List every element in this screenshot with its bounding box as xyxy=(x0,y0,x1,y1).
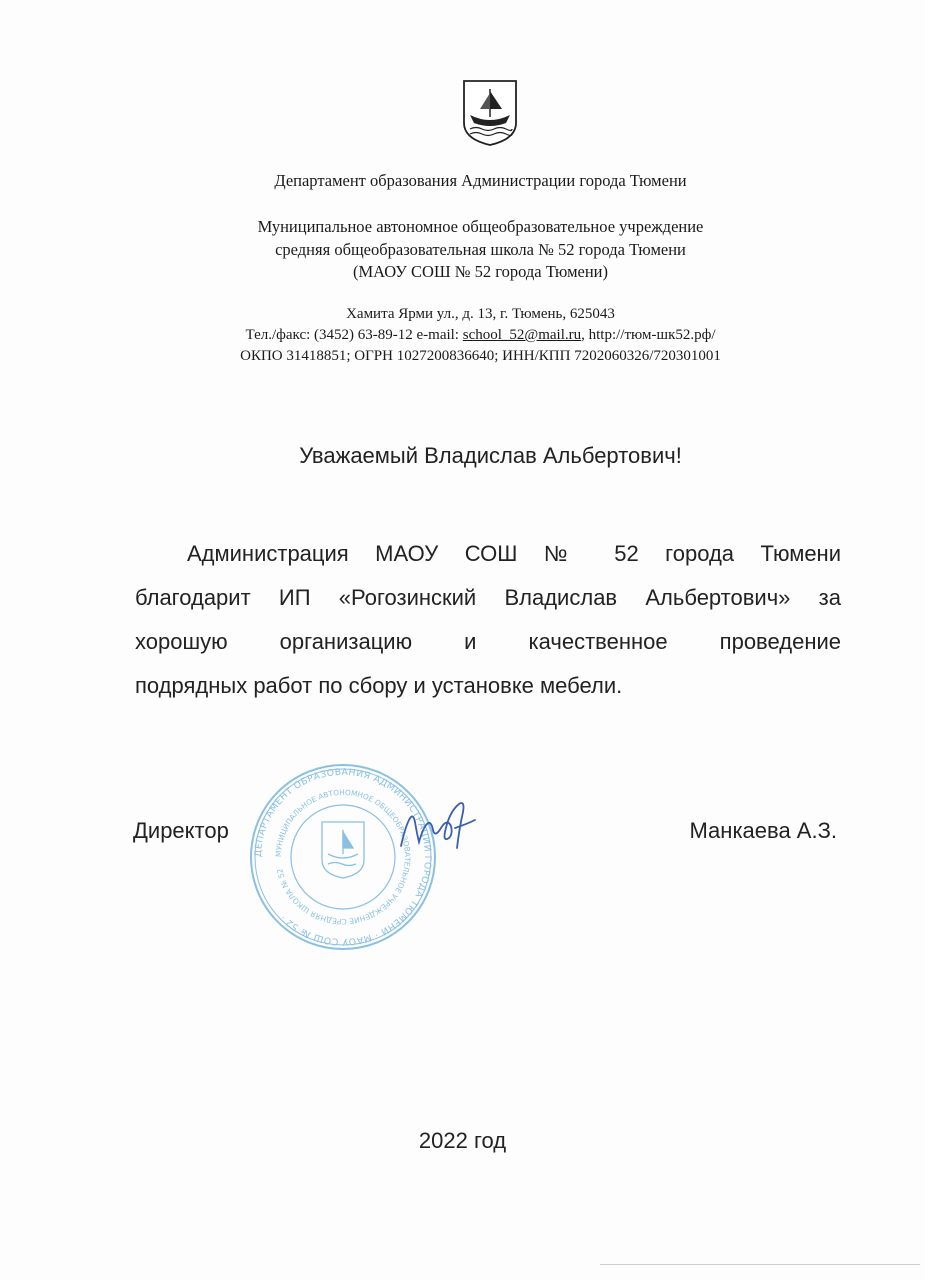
signatory-role: Директор xyxy=(133,818,229,843)
school-address: Хамита Ярми ул., д. 13, г. Тюмень, 625043 xyxy=(346,306,615,322)
email-link[interactable]: school_52@mail.ru xyxy=(462,327,582,343)
department-name: Департамент образования Администрации города Тюмени xyxy=(274,171,687,190)
svg-text:МУНИЦИПАЛЬНОЕ АВТОНОМНОЕ ОБЩЕО: МУНИЦИПАЛЬНОЕ АВТОНОМНОЕ ОБЩЕОБРАЗОВАТЕЛЬНОЕ УЧРЕЖДЕНИЕ СРЕДНЯЯ ШКОЛА № 52 xyxy=(273,787,413,927)
body-line: хорошую организацию и качественное проведение xyxy=(135,629,841,654)
body-line: подрядных работ по сбору и установке мебели. xyxy=(135,673,623,698)
signatory-name: Манкаева А.З. xyxy=(689,818,837,843)
body-line: благодарит ИП «Рогозинский Владислав Альбертович» за xyxy=(135,585,841,610)
contact-line xyxy=(18,327,925,344)
official-stamp-icon xyxy=(248,762,438,952)
phone-text: Тел./факс: (3452) 63-89-12 e-mail: xyxy=(245,327,463,343)
website-text: , http://тюм-шк52.рф/ xyxy=(581,327,716,343)
school-name-line2: средняя общеобразовательная школа № 52 города Тюмени xyxy=(275,240,686,259)
school-name-line1: Муниципальное автономное общеобразовательное учреждение xyxy=(257,217,704,236)
svg-text:ДЕПАРТАМЕНТ ОБРАЗОВАНИЯ АДМИНИ: ДЕПАРТАМЕНТ ОБРАЗОВАНИЯ АДМИНИСТРАЦИИ ГОРОДА ТЮМЕНИ · МАОУ СОШ № 52 · xyxy=(252,766,434,948)
school-short-name: (МАОУ СОШ № 52 города Тюмени) xyxy=(352,262,608,281)
document-year: 2022 год xyxy=(418,1128,507,1153)
body-line: Администрация МАОУ СОШ № 52 города Тюмени xyxy=(187,541,841,566)
director-signature-icon xyxy=(395,798,480,856)
city-crest-icon xyxy=(462,79,518,147)
letter-greeting: Уважаемый Владислав Альбертович! xyxy=(299,443,682,468)
registration-codes: ОКПО 31418851; ОГРН 1027200836640; ИНН/КПП 7202060326/720301001 xyxy=(240,348,721,364)
letter-body xyxy=(135,532,841,708)
scan-edge-line xyxy=(600,1264,920,1265)
